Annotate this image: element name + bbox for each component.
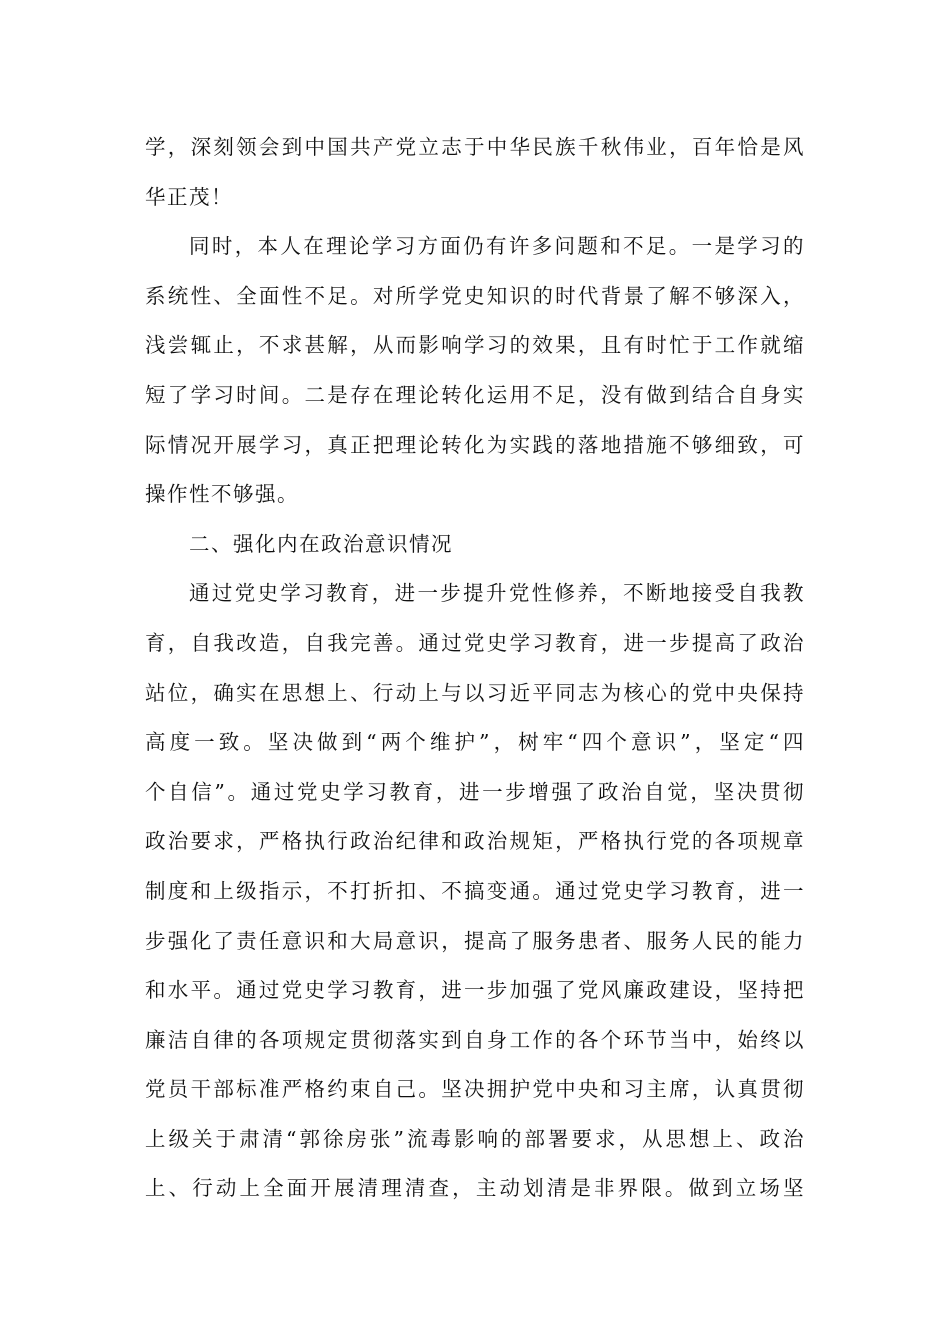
text-line: 上、行动上全面开展清理清查，主动划清是非界限。做到立场坚 [145, 1176, 805, 1201]
text-line: 二、强化内在政治意识情况 [189, 531, 453, 556]
text-line: 和水平。通过党史学习教育，进一步加强了党风廉政建设，坚持把 [145, 978, 805, 1003]
text-line: 廉洁自律的各项规定贯彻落实到自身工作的各个环节当中，始终以 [145, 1027, 805, 1052]
text-line: 制度和上级指示，不打折扣、不搞变通。通过党史学习教育，进一 [145, 878, 805, 903]
text-line: 际情况开展学习，真正把理论转化为实践的落地措施不够细致，可 [145, 432, 805, 457]
text-line: 站位，确实在思想上、行动上与以习近平同志为核心的党中央保持 [145, 680, 805, 705]
text-line: 系统性、全面性不足。对所学党史知识的时代背景了解不够深入， [145, 283, 805, 308]
text-line: 短了学习时间。二是存在理论转化运用不足，没有做到结合自身实 [145, 382, 805, 407]
text-line: 步强化了责任意识和大局意识，提高了服务患者、服务人民的能力 [145, 928, 805, 953]
text-line: 学，深刻领会到中国共产党立志于中华民族千秋伟业，百年恰是风 [145, 135, 805, 159]
text-line: 浅尝辄止，不求甚解，从而影响学习的效果，且有时忙于工作就缩 [145, 333, 805, 358]
text-line: 通过党史学习教育，进一步提升党性修养，不断地接受自我教 [189, 581, 805, 606]
text-line: 党员干部标准严格约束自己。坚决拥护党中央和习主席，认真贯彻 [145, 1077, 805, 1102]
text-line: 操作性不够强。 [145, 482, 299, 507]
text-line: 育，自我改造，自我完善。通过党史学习教育，进一步提高了政治 [145, 630, 805, 655]
text-line: 上级关于肃清“郭徐房张”流毒影响的部署要求，从思想上、政治 [145, 1126, 805, 1151]
document-body [145, 123, 805, 1214]
text-line: 政治要求，严格执行政治纪律和政治规矩，严格执行党的各项规章 [145, 829, 805, 854]
text-line: 同时，本人在理论学习方面仍有许多问题和不足。一是学习的 [189, 234, 805, 259]
text-line: 华正茂！ [145, 184, 233, 209]
text-line: 高度一致。坚决做到“两个维护”，树牢“四个意识”，坚定“四 [145, 730, 805, 755]
text-line: 个自信”。通过党史学习教育，进一步增强了政治自觉，坚决贯彻 [145, 779, 805, 804]
